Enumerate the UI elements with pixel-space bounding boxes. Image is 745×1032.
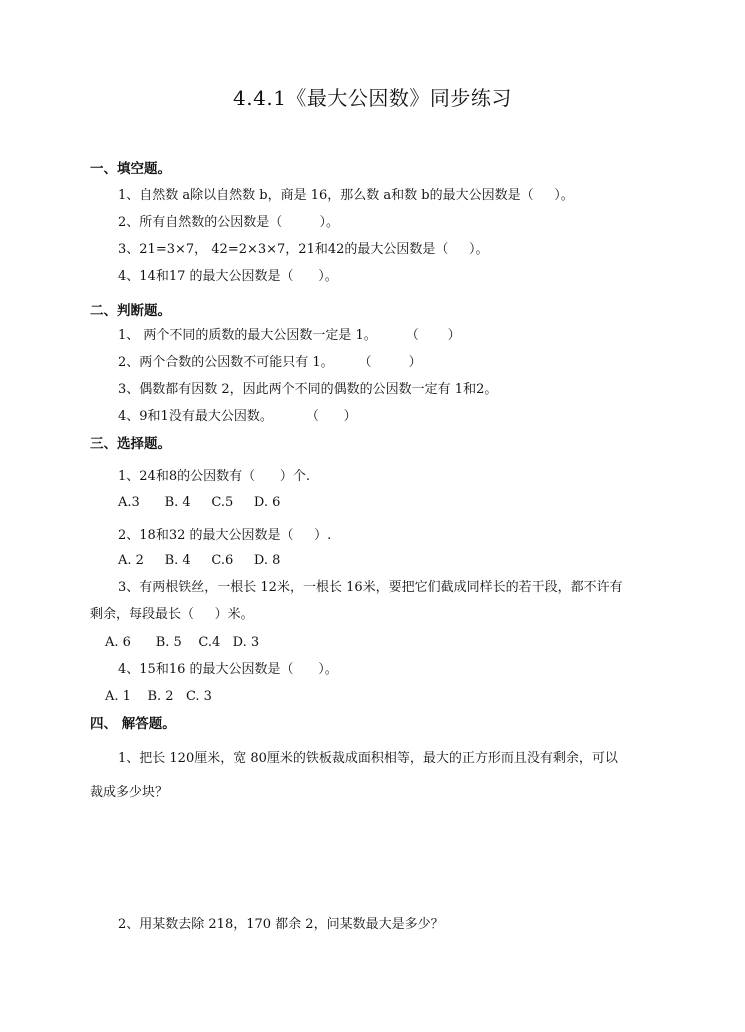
- fill-question-2: 2、所有自然数的公因数是（ ）。: [118, 215, 339, 230]
- fill-question-1: 1、自然数 a除以自然数 b，商是 16，那么数 a和数 b的最大公因数是（ ）。: [118, 188, 574, 203]
- choice-question-3-line-2: 剩余，每段最长（ ）米。: [90, 607, 254, 622]
- solve-question-1-line-2: 裁成多少块？: [90, 785, 169, 800]
- page-title: 4.4.1《最大公因数》同步练习: [233, 86, 512, 110]
- fill-blank-heading: 一、填空题。: [90, 161, 171, 177]
- choice-question-4: 4、15和16 的最大公因数是（ ）。: [118, 662, 338, 677]
- choice-question-2: 2、18和32 的最大公因数是（ ）.: [118, 528, 332, 543]
- judge-question-4: 4、9和1没有最大公因数。 （ ）: [118, 409, 357, 424]
- judge-heading: 二、判断题。: [90, 303, 171, 319]
- choice-question-2-options: A. 2 B. 4 C.6 D. 8: [118, 553, 281, 568]
- choice-question-4-options: A. 1 B. 2 C. 3: [105, 689, 212, 704]
- choice-question-1: 1、24和8的公因数有（ ）个.: [118, 469, 311, 484]
- judge-question-2: 2、两个合数的公因数不可能只有 1。 （ ）: [118, 355, 422, 370]
- choice-question-3-line-1: 3、有两根铁丝，一根长 12米，一根长 16米，要把它们截成同样长的若干段，都不许有: [118, 580, 623, 595]
- solve-question-2: 2、用某数去除 218，170 都余 2，问某数最大是多少？: [118, 917, 444, 932]
- fill-question-4: 4、14和17 的最大公因数是（ ）。: [118, 269, 338, 284]
- choice-question-3-options: A. 6 B. 5 C.4 D. 3: [105, 635, 260, 650]
- judge-question-1: 1、 两个不同的质数的最大公因数一定是 1。 （ ）: [118, 328, 461, 343]
- choice-question-1-options: A.3 B. 4 C.5 D. 6: [118, 495, 281, 510]
- choice-heading: 三、选择题。: [90, 436, 171, 452]
- fill-question-3: 3、21=3×7， 42=2×3×7，21和42的最大公因数是（ ）。: [118, 242, 489, 257]
- solve-heading: 四、 解答题。: [90, 716, 176, 732]
- solve-question-1-line-1: 1、把长 120厘米，宽 80厘米的铁板裁成面积相等，最大的正方形而且没有剩余，可以: [118, 751, 618, 766]
- judge-question-3: 3、偶数都有因数 2，因此两个不同的偶数的公因数一定有 1和2。: [118, 382, 498, 397]
